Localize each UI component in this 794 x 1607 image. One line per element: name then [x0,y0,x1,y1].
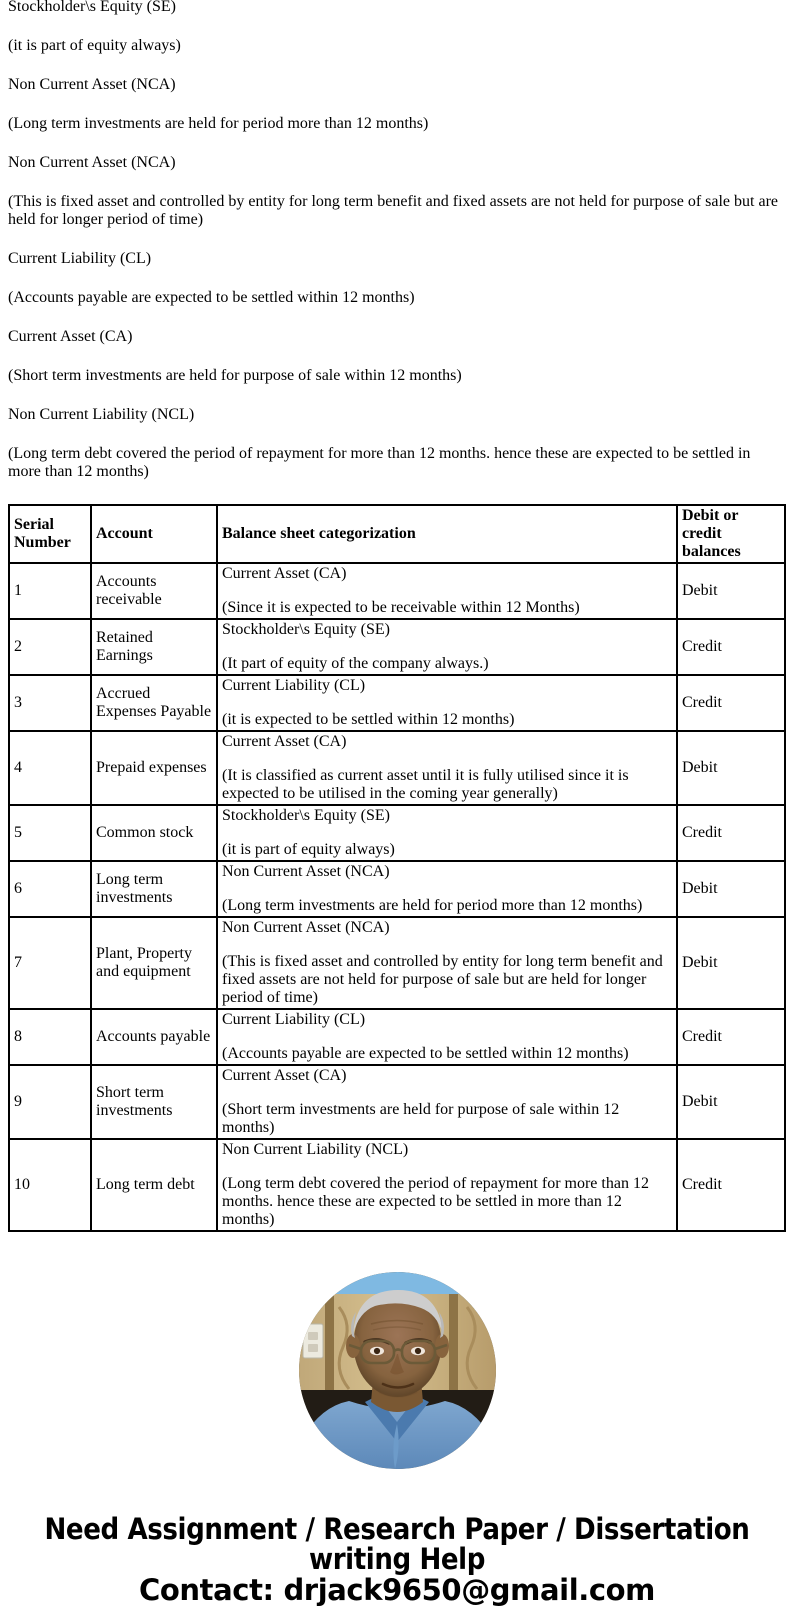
categorization-label: Current Asset (CA) [222,733,347,750]
preamble-paragraph: (Short term investments are held for purpose of sale within 12 months) [8,367,462,384]
categorization-note: (it is part of equity always) [222,841,395,858]
preamble-paragraph: (it is part of equity always) [8,37,181,54]
preamble-paragraph: (Accounts payable are expected to be settled within 12 months) [8,289,415,306]
categorization-label: Current Asset (CA) [222,1067,347,1084]
cell-account: Accounts receivable [91,563,217,619]
cell-balance-type: Debit [677,1065,785,1139]
column-header-account: Account [91,505,217,563]
preamble-paragraph: Stockholder\s Equity (SE) [8,0,176,15]
avatar [299,1272,496,1469]
cell-categorization [217,1009,677,1065]
cell-categorization [217,917,677,1009]
cell-categorization [217,1139,677,1231]
preamble-paragraph: Non Current Asset (NCA) [8,76,176,93]
categorization-note: (This is fixed asset and controlled by entity for long term benefit and fixed assets are not held for purpose of sale but are held for longer period of time) [222,953,663,1006]
balance-sheet-table [8,504,786,1232]
table-row [9,917,785,1009]
categorization-note: (Short term investments are held for purpose of sale within 12 months) [222,1101,620,1136]
table-row [9,1139,785,1231]
cell-balance-type: Credit [677,619,785,675]
preamble-paragraph: Non Current Liability (NCL) [8,406,195,423]
cell-serial-number: 9 [9,1065,91,1139]
categorization-label: Non Current Asset (NCA) [222,919,390,936]
table-row [9,619,785,675]
preamble-paragraph: Current Liability (CL) [8,250,152,267]
table-row [9,861,785,917]
categorization-label: Current Liability (CL) [222,677,366,694]
cell-account: Long term debt [91,1139,217,1231]
photo-section [0,1272,794,1474]
table-row [9,805,785,861]
promo-footer [0,1514,794,1605]
categorization-note: (It is classified as current asset until it is fully utilised since it is expected to be utilised in the coming year generally) [222,767,629,802]
column-header-debit-or-credit-balances: Debit or credit balances [677,505,785,563]
preamble-paragraph: (This is fixed asset and controlled by entity for long term benefit and fixed assets are not held for purpose of sale but are held for longer period of time) [8,193,778,228]
preamble-paragraph: Non Current Asset (NCA) [8,154,176,171]
cell-account: Plant, Property and equipment [91,917,217,1009]
cell-balance-type: Debit [677,917,785,1009]
cell-balance-type: Credit [677,805,785,861]
cell-serial-number: 8 [9,1009,91,1065]
categorization-label: Current Liability (CL) [222,1011,366,1028]
table-row [9,731,785,805]
cell-serial-number: 2 [9,619,91,675]
cell-serial-number: 3 [9,675,91,731]
cell-account: Accounts payable [91,1009,217,1065]
cell-serial-number: 5 [9,805,91,861]
cell-categorization [217,619,677,675]
column-header-serial-number: Serial Number [9,505,91,563]
cell-categorization [217,1065,677,1139]
cell-account: Short term investments [91,1065,217,1139]
preamble-paragraph: Current Asset (CA) [8,328,133,345]
preamble-paragraph: (Long term debt covered the period of repayment for more than 12 months. hence these are expected to be settled in more than 12 months) [8,445,751,480]
categorization-label: Non Current Asset (NCA) [222,863,390,880]
cell-categorization [217,675,677,731]
table-row [9,1009,785,1065]
categorization-label: Non Current Liability (NCL) [222,1141,409,1158]
categorization-label: Stockholder\s Equity (SE) [222,807,390,824]
categorization-note: (it is expected to be settled within 12 months) [222,711,515,728]
cell-balance-type: Credit [677,675,785,731]
preamble-section [0,0,794,492]
cell-account: Common stock [91,805,217,861]
cell-categorization [217,731,677,805]
cell-categorization [217,563,677,619]
categorization-note: (It part of equity of the company always.) [222,655,489,672]
column-header-balance-sheet-categorization: Balance sheet categorization [217,505,677,563]
categorization-label: Stockholder\s Equity (SE) [222,621,390,638]
cell-account: Accrued Expenses Payable [91,675,217,731]
cell-serial-number: 7 [9,917,91,1009]
table-container [0,504,794,1232]
cell-categorization [217,805,677,861]
cell-serial-number: 10 [9,1139,91,1231]
cell-account: Retained Earnings [91,619,217,675]
cell-account: Prepaid expenses [91,731,217,805]
categorization-label: Current Asset (CA) [222,565,347,582]
categorization-note: (Long term investments are held for period more than 12 months) [222,897,643,914]
cell-account: Long term investments [91,861,217,917]
cell-categorization [217,861,677,917]
promo-contact: Contact: drjack9650@gmail.com [139,1573,655,1607]
table-header [9,505,785,563]
promo-headline: Need Assignment / Research Paper / Dissertation writing Help [44,1512,750,1576]
table-header-row [9,505,785,563]
cell-serial-number: 6 [9,861,91,917]
cell-serial-number: 4 [9,731,91,805]
categorization-note: (Long term debt covered the period of repayment for more than 12 months. hence these are expected to be settled in more than 12 months) [222,1175,649,1228]
table-row [9,675,785,731]
cell-balance-type: Debit [677,861,785,917]
preamble-paragraph: (Long term investments are held for period more than 12 months) [8,115,429,132]
categorization-note: (Since it is expected to be receivable within 12 Months) [222,599,580,616]
cell-balance-type: Debit [677,563,785,619]
cell-balance-type: Credit [677,1009,785,1065]
table-body [9,563,785,1231]
table-row [9,563,785,619]
cell-balance-type: Credit [677,1139,785,1231]
profile-photo-icon [299,1272,496,1469]
cell-serial-number: 1 [9,563,91,619]
categorization-note: (Accounts payable are expected to be settled within 12 months) [222,1045,629,1062]
table-row [9,1065,785,1139]
cell-balance-type: Debit [677,731,785,805]
